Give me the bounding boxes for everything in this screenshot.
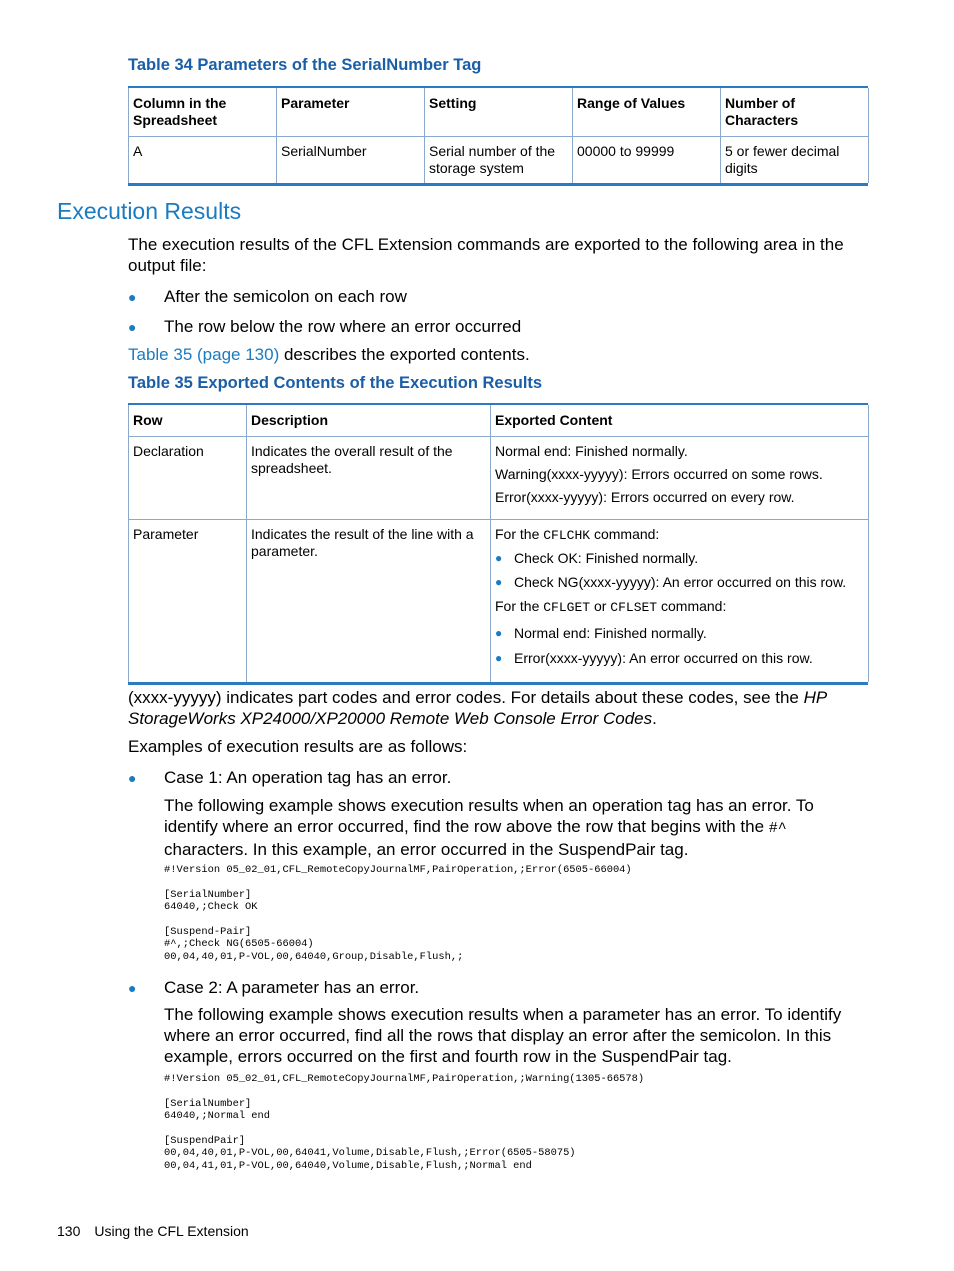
cflchk-command: CFLCHK <box>543 528 591 543</box>
table35-row-declaration: Declaration <box>129 437 247 520</box>
bullet-icon: ● <box>128 770 137 786</box>
table-reference-text: describes the exported contents. <box>279 345 530 364</box>
table34-header-range: Range of Values <box>573 88 721 137</box>
bullet-icon: ● <box>495 626 503 640</box>
bullet-icon: ● <box>495 575 503 589</box>
page-footer <box>57 1223 249 1239</box>
case1-title: Case 1: An operation tag has an error. <box>164 768 452 787</box>
section-title: Execution Results <box>57 198 242 224</box>
case2-title: Case 2: A parameter has an error. <box>164 978 420 997</box>
codes-note-text: (xxxx-yyyyy) indicates part codes and error codes. For details about these codes, see the <box>128 688 804 707</box>
declaration-warning: Warning(xxxx-yyyyy): Errors occurred on some rows. <box>495 466 823 482</box>
case1-text-start: The following example shows execution results when an operation tag has an error. To identify where an error occurred, find the row above the row that begins with the <box>164 796 814 836</box>
bullet-icon: ● <box>128 319 137 335</box>
bullet-icon: ● <box>495 551 503 565</box>
table35-caption: Table 35 Exported Contents of the Execution Results <box>128 374 543 392</box>
declaration-normal: Normal end: Finished normally. <box>495 443 688 459</box>
table34-header-setting: Setting <box>425 88 573 137</box>
bullet-icon: ● <box>128 980 137 996</box>
for-text: For the <box>495 598 544 614</box>
table34-header-chars: Number of Characters <box>721 88 869 137</box>
table34-caption: Table 34 Parameters of the SerialNumber Tag <box>128 56 482 74</box>
table35-parameter-desc: Indicates the result of the line with a parameter. <box>247 520 491 683</box>
case1-text-end: characters. In this example, an error occurred in the SuspendPair tag. <box>164 840 689 859</box>
case1-text <box>164 795 870 860</box>
table34-cell-chars: 5 or fewer decimal digits <box>721 137 869 184</box>
table34-header-column: Column in the Spreadsheet <box>129 88 277 137</box>
case2-text: The following example shows execution results when a parameter has an error. To identify where an error occurred, find all the rows that display an error after the semicolon. In this example, errors occurred on the first and fourth row in the SuspendPair tag. <box>164 1005 842 1066</box>
check-ok-item: Check OK: Finished normally. <box>514 550 699 566</box>
table34 <box>128 86 868 186</box>
table35-header-content: Exported Content <box>491 405 869 437</box>
case1-code-chars: #^ <box>768 820 787 837</box>
normal-end-item: Normal end: Finished normally. <box>514 625 707 641</box>
table35-declaration-content <box>491 437 869 520</box>
footer-chapter-title: Using the CFL Extension <box>94 1223 249 1239</box>
table35-header-row: Row <box>129 405 247 437</box>
table34-header-parameter: Parameter <box>277 88 425 137</box>
for-cflchk-line <box>495 526 659 544</box>
table34-cell-setting: Serial number of the storage system <box>425 137 573 184</box>
page-number: 130 <box>57 1223 81 1239</box>
error-codes-reference: HP StorageWorks XP24000/XP20000 Remote Web Console Error Codes <box>128 688 827 728</box>
table35-row-parameter: Parameter <box>129 520 247 683</box>
error-item: Error(xxxx-yyyyy): An error occurred on this row. <box>514 650 813 666</box>
case2-code-block: #!Version 05_02_01,CFL_RemoteCopyJournalMF,PairOperation,;Warning(1305-66578) [SerialNumber] 64040,;Normal end [SuspendPair] 00,04,40,01,P-VOL,00,64041,Volume,Disable,Flush,;Error(6505-58075) 00,04,41,01,P-VOL,00,64040,Volume,Disable,Flush,;Normal end <box>164 1073 645 1172</box>
table35 <box>128 403 868 685</box>
check-ng-item: Check NG(xxxx-yyyyy): An error occurred on this row. <box>514 574 847 590</box>
cflget-command: CFLGET <box>543 600 591 615</box>
intro-bullet-2: The row below the row where an error occurred <box>164 317 522 336</box>
codes-note-end: . <box>652 709 657 728</box>
table34-cell-range: 00000 to 99999 <box>573 137 721 184</box>
for-cflget-line <box>495 598 726 616</box>
for-text: For the <box>495 526 544 542</box>
table-reference <box>128 344 530 365</box>
bullet-icon: ● <box>128 289 137 305</box>
command-text: command: <box>657 598 727 614</box>
table35-link[interactable]: Table 35 (page 130) <box>128 345 280 364</box>
table35-declaration-desc: Indicates the overall result of the spreadsheet. <box>247 437 491 520</box>
declaration-error: Error(xxxx-yyyyy): Errors occurred on every row. <box>495 489 795 505</box>
table35-parameter-content <box>491 520 869 683</box>
table35-header-description: Description <box>247 405 491 437</box>
intro-bullet-1: After the semicolon on each row <box>164 287 407 306</box>
cflset-command: CFLSET <box>610 600 658 615</box>
bullet-icon: ● <box>495 651 503 665</box>
codes-note <box>128 687 858 729</box>
intro-paragraph: The execution results of the CFL Extension commands are exported to the following area in the output file: <box>128 235 844 275</box>
or-text: or <box>590 598 611 614</box>
table34-cell-parameter: SerialNumber <box>277 137 425 184</box>
command-text: command: <box>590 526 660 542</box>
case1-code-block: #!Version 05_02_01,CFL_RemoteCopyJournalMF,PairOperation,;Error(6505-66004) [SerialNumber] 64040,;Check OK [Suspend-Pair] #^,;Check NG(6505-66004) 00,04,40,01,P-VOL,00,64040,Group,Disable,Flush,; <box>164 864 632 963</box>
examples-intro: Examples of execution results are as follows: <box>128 737 468 756</box>
table34-cell-column: A <box>129 137 277 184</box>
